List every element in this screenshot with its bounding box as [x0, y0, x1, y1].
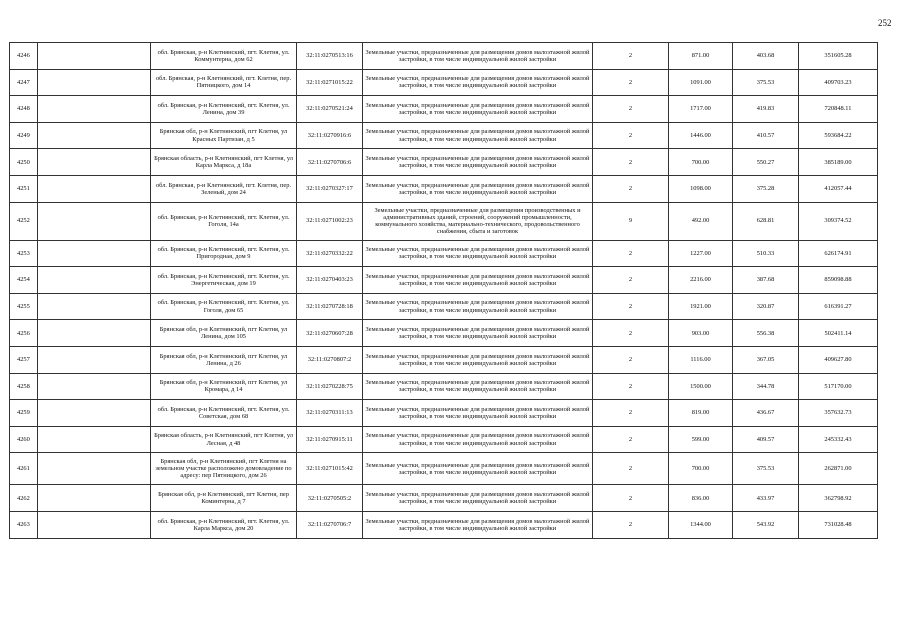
group-cell: 2	[593, 175, 669, 202]
table-row	[10, 149, 878, 176]
area-cell: 1500.00	[669, 373, 733, 400]
cadastral-registry-table	[9, 42, 878, 539]
cadastral-value-cell: 409703.23	[799, 69, 878, 96]
blank-cell	[38, 400, 151, 427]
address-cell: обл. Брянская, р-н Клетнянский, пгт. Клетня, ул. Гоголя, 14а	[151, 202, 297, 240]
group-cell: 2	[593, 43, 669, 70]
cadastral-number-cell: 32:11:0270327:17	[297, 175, 363, 202]
cadastral-value-cell: 309374.52	[799, 202, 878, 240]
land-use-cell: Земельные участки, предназначенные для размещения домов малоэтажной жилой застройки, в том числе индивидуальной жилой застройки	[363, 267, 593, 294]
group-cell: 9	[593, 202, 669, 240]
group-cell: 2	[593, 320, 669, 347]
cadastral-number-cell: 32:11:0270706:6	[297, 149, 363, 176]
cadastral-value-cell: 720848.11	[799, 96, 878, 123]
row-number-cell: 4261	[10, 453, 38, 485]
area-cell: 1098.00	[669, 175, 733, 202]
blank-cell	[38, 293, 151, 320]
land-use-cell: Земельные участки, предназначенные для размещения домов малоэтажной жилой застройки, в том числе индивидуальной жилой застройки	[363, 43, 593, 70]
rate-cell: 410.57	[733, 122, 799, 149]
row-number-cell: 4247	[10, 69, 38, 96]
table-row	[10, 240, 878, 267]
blank-cell	[38, 69, 151, 96]
area-cell: 836.00	[669, 485, 733, 512]
address-cell: Брянская область, р-н Клетнянский, пгт Клетня, ул Карла Маркса, д 18а	[151, 149, 297, 176]
address-cell: обл. Брянская, р-н Клетнянский, пгт. Клетня, пер. Зеленый, дом 24	[151, 175, 297, 202]
table-row	[10, 400, 878, 427]
group-cell: 2	[593, 511, 669, 538]
address-cell: обл. Брянская, р-н Клетнянский, пгт. Клетня, ул. Энергетическая, дом 19	[151, 267, 297, 294]
cadastral-number-cell: 32:11:0270228:75	[297, 373, 363, 400]
rate-cell: 409.57	[733, 426, 799, 453]
rate-cell: 433.97	[733, 485, 799, 512]
cadastral-value-cell: 409627.80	[799, 346, 878, 373]
land-use-cell: Земельные участки, предназначенные для размещения домов малоэтажной жилой застройки, в том числе индивидуальной жилой застройки	[363, 320, 593, 347]
cadastral-number-cell: 32:11:0270916:6	[297, 122, 363, 149]
land-use-cell: Земельные участки, предназначенные для размещения домов малоэтажной жилой застройки, в том числе индивидуальной жилой застройки	[363, 293, 593, 320]
land-use-cell: Земельные участки, предназначенные для размещения домов малоэтажной жилой застройки, в том числе индивидуальной жилой застройки	[363, 69, 593, 96]
cadastral-number-cell: 32:11:0270311:13	[297, 400, 363, 427]
area-cell: 1446.00	[669, 122, 733, 149]
group-cell: 2	[593, 69, 669, 96]
cadastral-value-cell: 626174.91	[799, 240, 878, 267]
rate-cell: 628.81	[733, 202, 799, 240]
blank-cell	[38, 240, 151, 267]
group-cell: 2	[593, 346, 669, 373]
row-number-cell: 4246	[10, 43, 38, 70]
area-cell: 1921.00	[669, 293, 733, 320]
blank-cell	[38, 267, 151, 294]
rate-cell: 510.33	[733, 240, 799, 267]
row-number-cell: 4262	[10, 485, 38, 512]
blank-cell	[38, 175, 151, 202]
area-cell: 1717.00	[669, 96, 733, 123]
group-cell: 2	[593, 267, 669, 294]
row-number-cell: 4256	[10, 320, 38, 347]
rate-cell: 320.87	[733, 293, 799, 320]
address-cell: Брянская обл, р-н Клетнянский, пгт Клетня, ул Красных Партизан, д 5	[151, 122, 297, 149]
rate-cell: 387.68	[733, 267, 799, 294]
group-cell: 2	[593, 149, 669, 176]
group-cell: 2	[593, 453, 669, 485]
row-number-cell: 4257	[10, 346, 38, 373]
cadastral-value-cell: 731028.48	[799, 511, 878, 538]
rate-cell: 375.53	[733, 69, 799, 96]
address-cell: обл. Брянская, р-н Клетнянский, пгт. Клетня, ул. Коммунтерна, дом 62	[151, 43, 297, 70]
address-cell: Брянская область, р-н Клетнянский, пгт Клетня, ул Лесная, д 48	[151, 426, 297, 453]
rate-cell: 403.68	[733, 43, 799, 70]
cadastral-value-cell: 412057.44	[799, 175, 878, 202]
row-number-cell: 4259	[10, 400, 38, 427]
blank-cell	[38, 43, 151, 70]
area-cell: 871.00	[669, 43, 733, 70]
row-number-cell: 4253	[10, 240, 38, 267]
group-cell: 2	[593, 400, 669, 427]
area-cell: 700.00	[669, 149, 733, 176]
table-row	[10, 69, 878, 96]
row-number-cell: 4258	[10, 373, 38, 400]
table-row	[10, 293, 878, 320]
area-cell: 903.00	[669, 320, 733, 347]
row-number-cell: 4250	[10, 149, 38, 176]
row-number-cell: 4260	[10, 426, 38, 453]
land-use-cell: Земельные участки, предназначенные для размещения домов малоэтажной жилой застройки, в том числе индивидуальной жилой застройки	[363, 511, 593, 538]
blank-cell	[38, 149, 151, 176]
cadastral-value-cell: 593684.22	[799, 122, 878, 149]
address-cell: Брянская обл, р-н Клетнянский, пгт Клетня на земельном участке расположено домовладение по адресу: пер Пятницкого, дом 26	[151, 453, 297, 485]
blank-cell	[38, 485, 151, 512]
address-cell: Брянская обл, р-н Клетнянский, пгт Клетня, ул Кромара, д 14	[151, 373, 297, 400]
land-use-cell: Земельные участки, предназначенные для размещения домов малоэтажной жилой застройки, в том числе индивидуальной жилой застройки	[363, 485, 593, 512]
address-cell: обл. Брянская, р-н Клетнянский, пгт. Клетня, ул. Пригородная, дом 9	[151, 240, 297, 267]
group-cell: 2	[593, 96, 669, 123]
cadastral-number-cell: 32:11:0270915:11	[297, 426, 363, 453]
rate-cell: 375.28	[733, 175, 799, 202]
table-row	[10, 202, 878, 240]
area-cell: 2216.00	[669, 267, 733, 294]
row-number-cell: 4263	[10, 511, 38, 538]
land-use-cell: Земельные участки, предназначенные для размещения домов малоэтажной жилой застройки, в том числе индивидуальной жилой застройки	[363, 346, 593, 373]
address-cell: Брянская обл, р-н Клетнянский, пгт Клетня, ул Ленина, д 26	[151, 346, 297, 373]
page-number: 252	[878, 18, 892, 28]
table-row	[10, 267, 878, 294]
cadastral-number-cell: 32:11:0271015:22	[297, 69, 363, 96]
land-use-cell: Земельные участки, предназначенные для размещения домов малоэтажной жилой застройки, в том числе индивидуальной жилой застройки	[363, 149, 593, 176]
land-use-cell: Земельные участки, предназначенные для размещения домов малоэтажной жилой застройки, в том числе индивидуальной жилой застройки	[363, 175, 593, 202]
group-cell: 2	[593, 373, 669, 400]
group-cell: 2	[593, 293, 669, 320]
rate-cell: 550.27	[733, 149, 799, 176]
table-row	[10, 122, 878, 149]
row-number-cell: 4251	[10, 175, 38, 202]
blank-cell	[38, 122, 151, 149]
group-cell: 2	[593, 485, 669, 512]
cadastral-value-cell: 362798.92	[799, 485, 878, 512]
area-cell: 700.00	[669, 453, 733, 485]
group-cell: 2	[593, 426, 669, 453]
blank-cell	[38, 511, 151, 538]
land-use-cell: Земельные участки, предназначенные для размещения домов малоэтажной жилой застройки, в том числе индивидуальной жилой застройки	[363, 122, 593, 149]
table-row	[10, 175, 878, 202]
group-cell: 2	[593, 240, 669, 267]
table-row	[10, 320, 878, 347]
area-cell: 1227.00	[669, 240, 733, 267]
cadastral-value-cell: 517170.00	[799, 373, 878, 400]
land-use-cell: Земельные участки, предназначенные для размещения домов малоэтажной жилой застройки, в том числе индивидуальной жилой застройки	[363, 453, 593, 485]
rate-cell: 344.78	[733, 373, 799, 400]
cadastral-number-cell: 32:11:0271002:23	[297, 202, 363, 240]
cadastral-number-cell: 32:11:0270513:16	[297, 43, 363, 70]
address-cell: Брянская обл, р-н Клетнянский, пгт Клетня, ул Ленина, дом 105	[151, 320, 297, 347]
address-cell: обл. Брянская, р-н Клетнянский, пгт. Клетня, ул. Гоголя, дом 65	[151, 293, 297, 320]
cadastral-number-cell: 32:11:0270505:2	[297, 485, 363, 512]
cadastral-number-cell: 32:11:0270332:22	[297, 240, 363, 267]
address-cell: обл. Брянская, р-н Клетнянский, пгт. Клетня, ул. Карла Маркса, дом 20	[151, 511, 297, 538]
area-cell: 492.00	[669, 202, 733, 240]
table-row	[10, 485, 878, 512]
cadastral-value-cell: 351605.28	[799, 43, 878, 70]
rate-cell: 375.53	[733, 453, 799, 485]
rate-cell: 436.67	[733, 400, 799, 427]
group-cell: 2	[593, 122, 669, 149]
cadastral-number-cell: 32:11:0270521:24	[297, 96, 363, 123]
table-row	[10, 373, 878, 400]
land-use-cell: Земельные участки, предназначенные для размещения домов малоэтажной жилой застройки, в том числе индивидуальной жилой застройки	[363, 373, 593, 400]
cadastral-number-cell: 32:11:0270607:28	[297, 320, 363, 347]
table-row	[10, 346, 878, 373]
area-cell: 1344.00	[669, 511, 733, 538]
blank-cell	[38, 373, 151, 400]
land-use-cell: Земельные участки, предназначенные для размещения домов малоэтажной жилой застройки, в том числе индивидуальной жилой застройки	[363, 96, 593, 123]
address-cell: обл. Брянская, р-н Клетнянский, пгт. Клетня, ул. Советская, дом 68	[151, 400, 297, 427]
table-body	[10, 43, 878, 539]
area-cell: 1091.00	[669, 69, 733, 96]
land-use-cell: Земельные участки, предназначенные для размещения домов малоэтажной жилой застройки, в том числе индивидуальной жилой застройки	[363, 400, 593, 427]
cadastral-value-cell: 859098.88	[799, 267, 878, 294]
blank-cell	[38, 96, 151, 123]
row-number-cell: 4252	[10, 202, 38, 240]
cadastral-number-cell: 32:11:0270728:18	[297, 293, 363, 320]
cadastral-value-cell: 262871.00	[799, 453, 878, 485]
cadastral-value-cell: 245332.43	[799, 426, 878, 453]
table-row	[10, 426, 878, 453]
cadastral-value-cell: 385189.00	[799, 149, 878, 176]
rate-cell: 543.92	[733, 511, 799, 538]
area-cell: 599.00	[669, 426, 733, 453]
rate-cell: 419.83	[733, 96, 799, 123]
address-cell: обл. Брянская, р-н Клетнянский, пгт. Клетня, пер. Пятницкого, дом 14	[151, 69, 297, 96]
cadastral-value-cell: 357632.73	[799, 400, 878, 427]
table-row	[10, 96, 878, 123]
land-use-cell: Земельные участки, предназначенные для размещения домов малоэтажной жилой застройки, в том числе индивидуальной жилой застройки	[363, 426, 593, 453]
area-cell: 819.00	[669, 400, 733, 427]
blank-cell	[38, 320, 151, 347]
cadastral-number-cell: 32:11:0270807:2	[297, 346, 363, 373]
address-cell: Брянская обл, р-н Клетнянский, пгт Клетня, пер Коминтерна, д 7	[151, 485, 297, 512]
blank-cell	[38, 202, 151, 240]
row-number-cell: 4254	[10, 267, 38, 294]
cadastral-value-cell: 616391.27	[799, 293, 878, 320]
cadastral-number-cell: 32:11:0270403:23	[297, 267, 363, 294]
row-number-cell: 4249	[10, 122, 38, 149]
cadastral-number-cell: 32:11:0270706:7	[297, 511, 363, 538]
table-row	[10, 453, 878, 485]
address-cell: обл. Брянская, р-н Клетнянский, пгт. Клетня, ул. Ленина, дом 39	[151, 96, 297, 123]
cadastral-value-cell: 502411.14	[799, 320, 878, 347]
land-use-cell: Земельные участки, предназначенные для размещения домов малоэтажной жилой застройки, в том числе индивидуальной жилой застройки	[363, 240, 593, 267]
blank-cell	[38, 346, 151, 373]
row-number-cell: 4255	[10, 293, 38, 320]
area-cell: 1116.00	[669, 346, 733, 373]
blank-cell	[38, 426, 151, 453]
cadastral-number-cell: 32:11:0271015:42	[297, 453, 363, 485]
rate-cell: 367.05	[733, 346, 799, 373]
table-row	[10, 511, 878, 538]
table-row	[10, 43, 878, 70]
rate-cell: 556.38	[733, 320, 799, 347]
blank-cell	[38, 453, 151, 485]
row-number-cell: 4248	[10, 96, 38, 123]
land-use-cell: Земельные участки, предназначенные для размещения производственных и административных зданий, строений, сооружений промышленности, коммунального хозяйства, материально-технического, продовольственного снабжения, сбыта и заготовок	[363, 202, 593, 240]
